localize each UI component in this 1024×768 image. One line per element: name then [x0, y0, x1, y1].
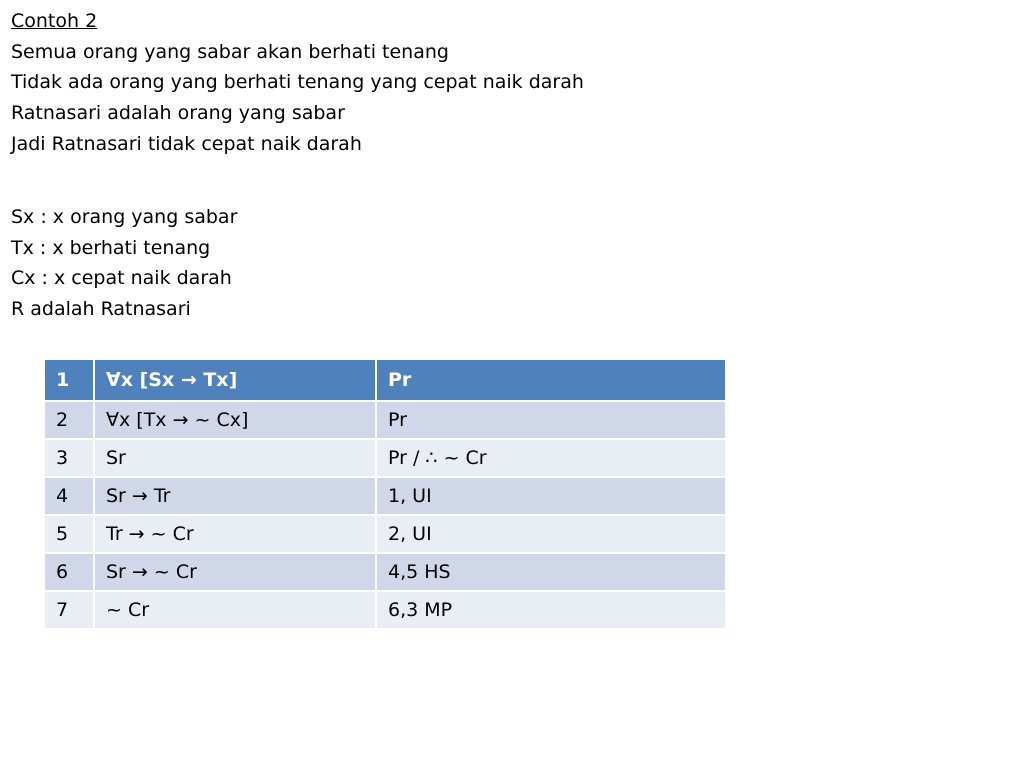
- step-reason: 4,5 HS: [376, 553, 726, 591]
- step-reason: 2, UI: [376, 515, 726, 553]
- table-row: [44, 591, 726, 629]
- step-formula: ∀x [Sx → Tx]: [94, 359, 376, 401]
- table-row: [44, 401, 726, 439]
- step-number: 5: [44, 515, 94, 553]
- intro-text: [11, 6, 584, 160]
- step-formula: ∀x [Tx → ~ Cx]: [94, 401, 376, 439]
- premise-3: Ratnasari adalah orang yang sabar: [11, 102, 345, 125]
- step-number: 6: [44, 553, 94, 591]
- table-row: [44, 553, 726, 591]
- step-reason: Pr / ∴ ~ Cr: [376, 439, 726, 477]
- conclusion: Jadi Ratnasari tidak cepat naik darah: [11, 132, 362, 155]
- step-formula: ~ Cr: [94, 591, 376, 629]
- table-row: [44, 477, 726, 515]
- definition-c: Cx : x cepat naik darah: [11, 267, 232, 290]
- table-header-row: [44, 359, 726, 401]
- proof-table: [43, 358, 727, 630]
- step-number: 2: [44, 401, 94, 439]
- definition-t: Tx : x berhati tenang: [11, 236, 211, 259]
- step-formula: Tr → ~ Cr: [94, 515, 376, 553]
- premise-2: Tidak ada orang yang berhati tenang yang cepat naik darah: [11, 71, 584, 94]
- example-heading: Contoh 2: [11, 10, 98, 32]
- definition-s: Sx : x orang yang sabar: [11, 206, 238, 228]
- step-formula: Sr → Tr: [94, 477, 376, 515]
- definition-r: R adalah Ratnasari: [11, 298, 191, 321]
- step-formula: Sr: [94, 439, 376, 477]
- premise-1: Semua orang yang sabar akan berhati tenang: [11, 40, 449, 63]
- step-number: 4: [44, 477, 94, 515]
- table-row: [44, 515, 726, 553]
- step-number: 7: [44, 591, 94, 629]
- step-reason: 1, UI: [376, 477, 726, 515]
- step-reason: 6,3 MP: [376, 591, 726, 629]
- step-formula: Sr → ~ Cr: [94, 553, 376, 591]
- step-number: 3: [44, 439, 94, 477]
- step-reason: Pr: [376, 359, 726, 401]
- step-number: 1: [44, 359, 94, 401]
- definitions-text: [11, 202, 237, 325]
- step-reason: Pr: [376, 401, 726, 439]
- table-row: [44, 439, 726, 477]
